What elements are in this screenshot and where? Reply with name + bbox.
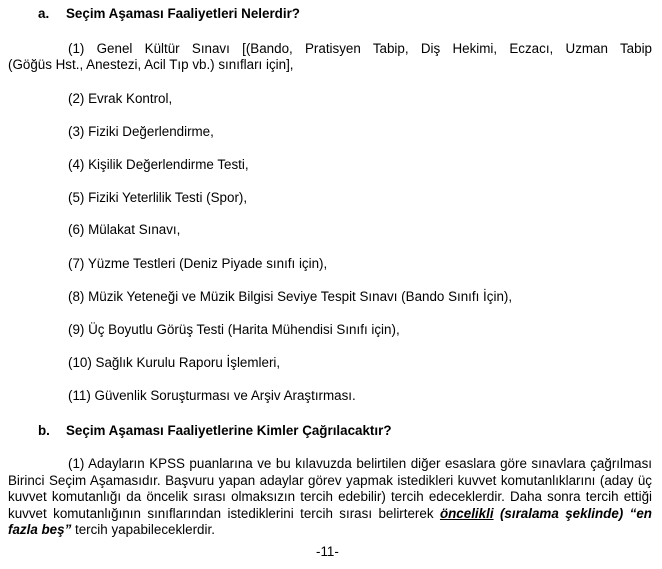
list-item: (6) Mülakat Sınavı, bbox=[68, 222, 181, 237]
list-item-1-line2: (Göğüs Hst., Anestezi, Acil Tıp vb.) sınıfları için], bbox=[8, 57, 294, 72]
list-item: (9) Üç Boyutlu Görüş Testi (Harita Mühendisi Sınıfı için), bbox=[68, 322, 400, 337]
paragraph-text-start: (1) Adayların KPSS puanlarına ve bu kılavuzda belirtilen diğer esaslara göre sınavlara çağrılması Birinci Seçim Aşamasıdır. Başvuru yapan adaylar görev yapmak istedikleri kuvvet komutanlıklarını (aday üç kuvvet komutanlığı da öncelik sırası olmaksızın tercih edebilir) tercih edeceklerdir. Daha sonra tercih ettiği kuvvet komutanlığının sınıflarından istediklerini tercih sırası belirterek bbox=[8, 456, 652, 521]
list-item: (4) Kişilik Değerlendirme Testi, bbox=[68, 157, 249, 172]
list-item: (2) Evrak Kontrol, bbox=[68, 91, 173, 106]
section-a-marker: a. bbox=[38, 6, 50, 21]
page-number: -11- bbox=[316, 544, 339, 559]
list-item-1-line1: (1) Genel Kültür Sınavı [(Bando, Pratisyen Tabip, Diş Hekimi, Eczacı, Uzman Tabip bbox=[68, 41, 652, 56]
section-b-marker: b. bbox=[38, 423, 50, 438]
paragraph-emphasis-underlined: öncelikli bbox=[439, 505, 494, 521]
section-b-paragraph bbox=[8, 456, 652, 539]
list-item: (11) Güvenlik Soruşturması ve Arşiv Araştırması. bbox=[68, 388, 356, 403]
section-b-title: Seçim Aşaması Faaliyetlerine Kimler Çağrılacaktır? bbox=[66, 423, 392, 438]
paragraph-text-end: tercih yapabileceklerdir. bbox=[71, 522, 215, 537]
paragraph-emphasis-bold: (sıralama şeklinde) “en fazla beş” bbox=[8, 505, 652, 537]
list-item: (5) Fiziki Yeterlilik Testi (Spor), bbox=[68, 190, 248, 205]
section-a-title: Seçim Aşaması Faaliyetleri Nelerdir? bbox=[66, 6, 300, 21]
list-item: (7) Yüzme Testleri (Deniz Piyade sınıfı için), bbox=[68, 256, 328, 271]
list-item: (10) Sağlık Kurulu Raporu İşlemleri, bbox=[68, 355, 281, 370]
list-item: (3) Fiziki Değerlendirme, bbox=[68, 124, 214, 139]
list-item: (8) Müzik Yeteneği ve Müzik Bilgisi Seviye Tespit Sınavı (Bando Sınıfı İçin), bbox=[68, 289, 513, 304]
